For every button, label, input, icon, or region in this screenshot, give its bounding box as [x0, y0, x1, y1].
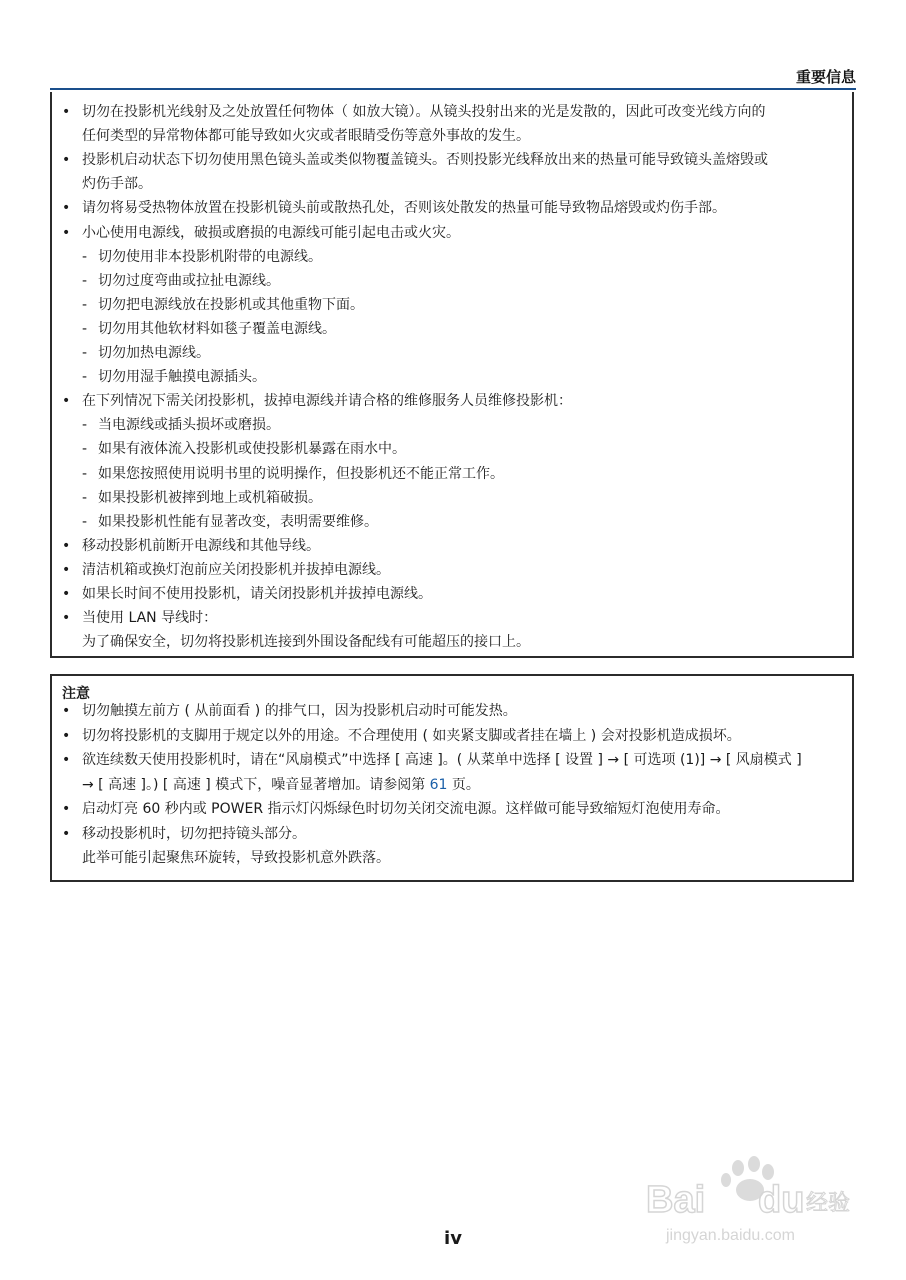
dash-marker: -: [82, 320, 88, 337]
list-text: 切勿使用非本投影机附带的电源线。: [98, 248, 322, 265]
list-text: 如果投影机被摔到地上或机箱破损。: [98, 489, 322, 506]
list-text: 当使用 LAN 导线时：: [82, 610, 218, 627]
dash-marker: -: [82, 345, 88, 361]
list-text: 切勿将投影机的支脚用于规定以外的用途。不合理使用 ( 如夹紧支脚或者挂在墙上 ) 会对投影机造成损坏。: [82, 727, 741, 744]
bullet-icon: •: [62, 200, 71, 217]
list-text: 如果有液体流入投影机或使投影机暴露在雨水中。: [98, 441, 406, 458]
warning-box: [50, 92, 854, 658]
list-text: 清洁机箱或换灯泡前应关闭投影机并拔掉电源线。: [82, 561, 390, 578]
text-after-link: 页。: [447, 776, 480, 793]
list-line: [52, 367, 852, 387]
bullet-icon: •: [62, 224, 71, 241]
list-line: [52, 512, 852, 532]
list-text: 启动灯亮 60 秒内或 POWER 指示灯闪烁绿色时切勿关闭交流电源。这样做可能导致缩短灯泡使用寿命。: [82, 801, 730, 817]
list-line: [52, 102, 852, 122]
list-text: 当电源线或插头损坏或磨损。: [98, 417, 280, 434]
list-text: 切勿加热电源线。: [98, 345, 210, 361]
list-text: 灼伤手部。: [82, 176, 152, 193]
list-line: [52, 726, 852, 746]
list-text: 为了确保安全，切勿将投影机连接到外围设备配线有可能超压的接口上。: [82, 634, 530, 651]
list-text: 在下列情况下需关闭投影机，拔掉电源线并请合格的维修服务人员维修投影机：: [82, 393, 572, 410]
list-line: [52, 343, 852, 363]
list-line: [52, 295, 852, 315]
list-line: [52, 775, 852, 795]
list-line: [52, 174, 852, 194]
bullet-icon: •: [62, 610, 71, 627]
list-line: [52, 848, 852, 868]
dash-marker: -: [82, 296, 88, 313]
list-line: [52, 223, 852, 243]
list-line: [52, 560, 852, 580]
list-text: 如果长时间不使用投影机，请关闭投影机并拔掉电源线。: [82, 586, 432, 602]
list-line: [52, 750, 852, 770]
list-line: [52, 608, 852, 628]
list-line: [52, 319, 852, 339]
list-text: 切勿把电源线放在投影机或其他重物下面。: [98, 296, 364, 313]
baidu-jingyan-watermark: [646, 1150, 856, 1250]
watermark-url: jingyan.baidu.com: [666, 1227, 795, 1244]
bullet-icon: •: [62, 727, 71, 744]
bullet-icon: •: [62, 801, 71, 817]
list-line: [52, 271, 852, 291]
caution-box: [50, 674, 854, 882]
list-text: 如果投影机性能有显著改变，表明需要维修。: [98, 513, 378, 530]
watermark-brand-right: du: [758, 1179, 805, 1221]
list-text: 请勿将易受热物体放置在投影机镜头前或散热孔处，否则该处散发的热量可能导致物品熔毁或灼伤手部。: [82, 200, 726, 217]
list-text: 切勿用其他软材料如毯子覆盖电源线。: [98, 320, 336, 337]
list-line: [52, 824, 852, 844]
bullet-icon: •: [62, 104, 71, 120]
page-header: [50, 60, 856, 90]
bullet-icon: •: [62, 393, 71, 410]
list-line: [52, 701, 852, 721]
list-line: [52, 150, 852, 170]
list-text: 移动投影机前断开电源线和其他导线。: [82, 537, 320, 554]
list-text: 切勿用湿手触摸电源插头。: [98, 369, 266, 386]
caution-title: 注意: [62, 686, 90, 702]
list-line: [52, 488, 852, 508]
dash-marker: -: [82, 272, 88, 289]
list-line: [52, 391, 852, 411]
list-line: [52, 536, 852, 556]
list-line: [52, 439, 852, 459]
bullet-icon: •: [62, 152, 71, 169]
dash-marker: -: [82, 513, 88, 530]
dash-marker: -: [82, 417, 88, 434]
bullet-icon: •: [62, 752, 71, 768]
list-line: [52, 198, 852, 218]
list-text: 切勿触摸左前方 ( 从前面看 ) 的排气口，因为投影机启动时可能发热。: [82, 703, 517, 719]
dash-marker: -: [82, 465, 88, 482]
list-text: 切勿过度弯曲或拉扯电源线。: [98, 272, 280, 289]
list-line: [52, 247, 852, 267]
list-text: 如果您按照使用说明书里的说明操作，但投影机还不能正常工作。: [98, 465, 504, 482]
list-text: 移动投影机时，切勿把持镜头部分。: [82, 825, 306, 842]
list-line: [52, 126, 852, 146]
dash-marker: -: [82, 489, 88, 506]
list-text: 投影机启动状态下切勿使用黑色镜头盖或类似物覆盖镜头。否则投影光线释放出来的热量可能导致镜头盖熔毁或: [82, 152, 768, 169]
bullet-icon: •: [62, 537, 71, 554]
list-line: [52, 799, 852, 819]
dash-marker: -: [82, 369, 88, 386]
dash-marker: -: [82, 441, 88, 458]
list-text: 切勿在投影机光线射及之处放置任何物体（ 如放大镜）。从镜头投射出来的光是发散的，因此可改变光线方向的: [82, 104, 766, 120]
list-line: [52, 415, 852, 435]
watermark-brand-cn: 经验: [806, 1191, 851, 1216]
page-number: iv: [444, 1228, 462, 1249]
list-line: [52, 584, 852, 604]
list-text-with-link: [82, 775, 480, 795]
list-line: [52, 464, 852, 484]
bullet-icon: •: [62, 825, 71, 842]
bullet-icon: •: [62, 703, 71, 719]
section-title: 重要信息: [795, 68, 856, 86]
page-reference-link[interactable]: 61: [429, 776, 448, 793]
bullet-icon: •: [62, 586, 71, 602]
list-text: 此举可能引起聚焦环旋转，导致投影机意外跌落。: [82, 850, 390, 866]
list-line: [52, 632, 852, 652]
bullet-icon: •: [62, 561, 71, 578]
list-text: 欲连续数天使用投影机时，请在“风扇模式”中选择 [ 高速 ]。( 从菜单中选择 [ 设置 ] → [ 可选项 (1)] → [ 风扇模式 ]: [82, 752, 802, 768]
list-text: 任何类型的异常物体都可能导致如火灾或者眼睛受伤等意外事故的发生。: [82, 128, 530, 145]
text-before-link: → [ 高速 ]。) [ 高速 ] 模式下，噪音显著增加。请参阅第: [82, 776, 430, 793]
dash-marker: -: [82, 248, 88, 265]
list-text: 小心使用电源线，破损或磨损的电源线可能引起电击或火灾。: [82, 224, 460, 241]
watermark-brand-left: Bai: [646, 1179, 706, 1221]
